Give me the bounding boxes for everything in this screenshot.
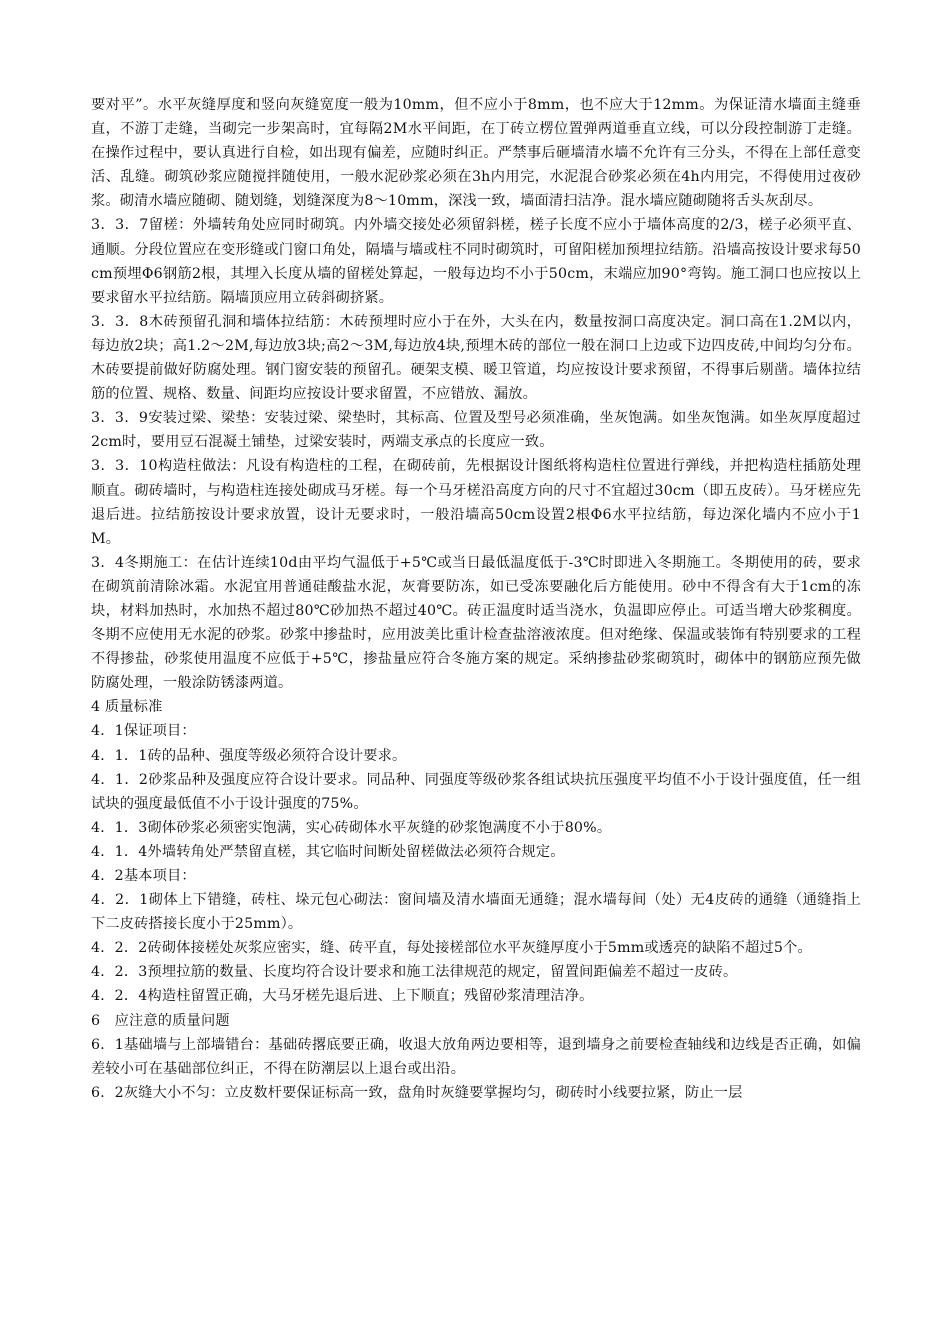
paragraph-3-3-9-lintels: 3．3．9安装过梁、梁垫：安装过梁、梁垫时，其标高、位置及型号必须准确，坐灰饱满。如坐灰饱满。如坐灰厚度超过2cm时，要用豆石混凝土铺垫，过梁安装时，两端支承点的长度应一致。 — [91, 410, 861, 451]
paragraph-4-2-1: 4．2．1砌体上下错缝，砖柱、垛元包心砌法：窗间墙及清水墙面无通缝；混水墙每间（处）无4皮砖的通缝（通缝指上下二皮砖搭接长度小于25mm）。 — [91, 892, 861, 933]
paragraph-3-3-8-wood-blocks: 3．3．8木砖预留孔洞和墙体拉结筋：木砖预埋时应小于在外，大头在内，数量按洞口高度决定。洞口高在1.2M以内，每边放2块；高1.2～2M,每边放3块;高2～3M,每边放4块,预埋木砖的部位一般在洞口上边或下边四皮砖,中间均匀分布。木砖要提前做好防腐处理。钢门窗安装的预留孔。硬架支模、暖卫管道，均应按设计要求预留，不得事后剔凿。墙体拉结筋的位置、规格、数量、间距均应按设计要求留置，不应错放、漏放。 — [91, 313, 861, 403]
paragraph-4-2-4: 4．2．4构造柱留置正确，大马牙槎先退后进、上下顺直；残留砂浆清理洁净。 — [91, 988, 594, 1005]
paragraph-4-2-2: 4．2．2砖砌体接槎处灰浆应密实，缝、砖平直，每处接槎部位水平灰缝厚度小于5mm或透亮的缺陷不超过5个。 — [91, 940, 812, 957]
paragraph-6-2: 6．2灰缝大小不匀：立皮数杆要保证标高一致，盘角时灰缝要掌握均匀，砌砖时小线要拉紧，防止一层 — [91, 1084, 743, 1101]
heading-4-quality-standard: 4 质量标准 — [91, 699, 163, 716]
heading-4-1-guarantee-items: 4．1保证项目： — [91, 723, 196, 740]
paragraph-4-1-2: 4．1．2砂浆品种及强度应符合设计要求。同品种、同强度等级砂浆各组试块抗压强度平均值不小于设计强度值，任一组试块的强度最低值不小于设计强度的75%。 — [91, 771, 861, 812]
paragraph-4-1-1: 4．1．1砖的品种、强度等级必须符合设计要求。 — [91, 747, 407, 764]
paragraph-mortar-joint-continuation: 要对平”。水平灰缝厚度和竖向灰缝宽度一般为10mm，但不应小于8mm，也不应大于12mm。为保证清水墙面主缝垂直，不游丁走缝，当砌完一步架高时，宜每隔2M水平间距，在丁砖立楞位置弹两道垂直立线，可以分段控制游丁走缝。在操作过程中，要认真进行自检，如出现有偏差，应随时纠正。严禁事后砸墙清水墙不允许有三分头，不得在上部任意变活、乱缝。砌筑砂浆应随搅拌随使用，一般水泥砂浆必须在3h内用完，水泥混合砂浆必须在4h内用完，不得使用过夜砂浆。砌清水墙应随砌、随划缝，划缝深度为8～10mm，深浅一致，墙面清扫洁净。混水墙应随砌随将舌头灰刮尽。 — [91, 97, 861, 210]
paragraph-4-2-3: 4．2．3预埋拉筋的数量、长度均符合设计要求和施工法律规范的规定，留置间距偏差不超过一皮砖。 — [91, 964, 738, 981]
paragraph-4-1-3: 4．1．3砌体砂浆必须密实饱满，实心砖砌体水平灰缝的砂浆饱满度不小于80%。 — [91, 819, 612, 836]
paragraph-3-3-10-tie-columns: 3．3．10构造柱做法：凡设有构造柱的工程，在砌砖前，先根据设计图纸将构造柱位置进行弹线，并把构造柱插筋处理顺直。砌砖墙时，与构造柱连接处砌成马牙槎。每一个马牙槎沿高度方向的尺寸不宜超过30cm（即五皮砖）。马牙槎应先退后进。拉结筋按设计要求放置，设计无要求时，一般沿墙高50cm设置2根Φ6水平拉结筋，每边深化墙内不应小于1M。 — [91, 458, 861, 547]
paragraph-3-3-7-toothing: 3．3．7留槎：外墙转角处应同时砌筑。内外墙交接处必须留斜槎，槎子长度不应小于墙体高度的2/3，槎子必须平直、通顺。分段位置应在变形缝或门窗口角处，隔墙与墙或柱不同时砌筑时，可留阳槎加预埋拉结筋。沿墙高按设计要求每50cm预埋Φ6钢筋2根，其埋入长度从墙的留槎处算起，一般每边均不小于50cm，末端应加90°弯钩。施工洞口也应按以上要求留水平拉结筋。隔墙顶应用立砖斜砌挤紧。 — [91, 217, 861, 306]
heading-6-quality-issues: 6 应注意的质量问题 — [91, 1012, 230, 1029]
document-body — [91, 93, 861, 1105]
paragraph-4-1-4: 4．1．4外墙转角处严禁留直槎，其它临时间断处留槎做法必须符合规定。 — [91, 843, 565, 860]
paragraph-3-4-winter-construction: 3．4冬期施工：在估计连续10d由平均气温低于+5℃或当日最低温度低于-3℃时即进入冬期施工。冬期使用的砖，要求在砌筑前清除冰霜。水泥宜用普通硅酸盐水泥，灰膏要防冻，如已受冻要融化后方能使用。砂中不得含有大于1cm的冻块，材料加热时，水加热不超过80℃砂加热不超过40℃。砖正温度时适当浇水，负温即应停止。可适当增大砂浆稠度。冬期不应使用无水泥的砂浆。砂浆中掺盐时，应用波美比重计检查盐溶液浓度。但对绝缘、保温或装饰有特别要求的工程不得掺盐，砂浆使用温度不应低于+5℃，掺盐量应符合冬施方案的规定。采纳掺盐砂浆砌筑时，砌体中的钢筋应预先做防腐处理，一般涂防锈漆两道。 — [91, 554, 861, 692]
heading-4-2-basic-items: 4．2基本项目： — [91, 868, 196, 884]
paragraph-6-1: 6．1基础墙与上部墙错台：基础砖撂底要正确，收退大放角两边要相等，退到墙身之前要检查轴线和边线是否正确，如偏差较小可在基础部位纠正，不得在防潮层以上退台或出沿。 — [91, 1036, 861, 1077]
